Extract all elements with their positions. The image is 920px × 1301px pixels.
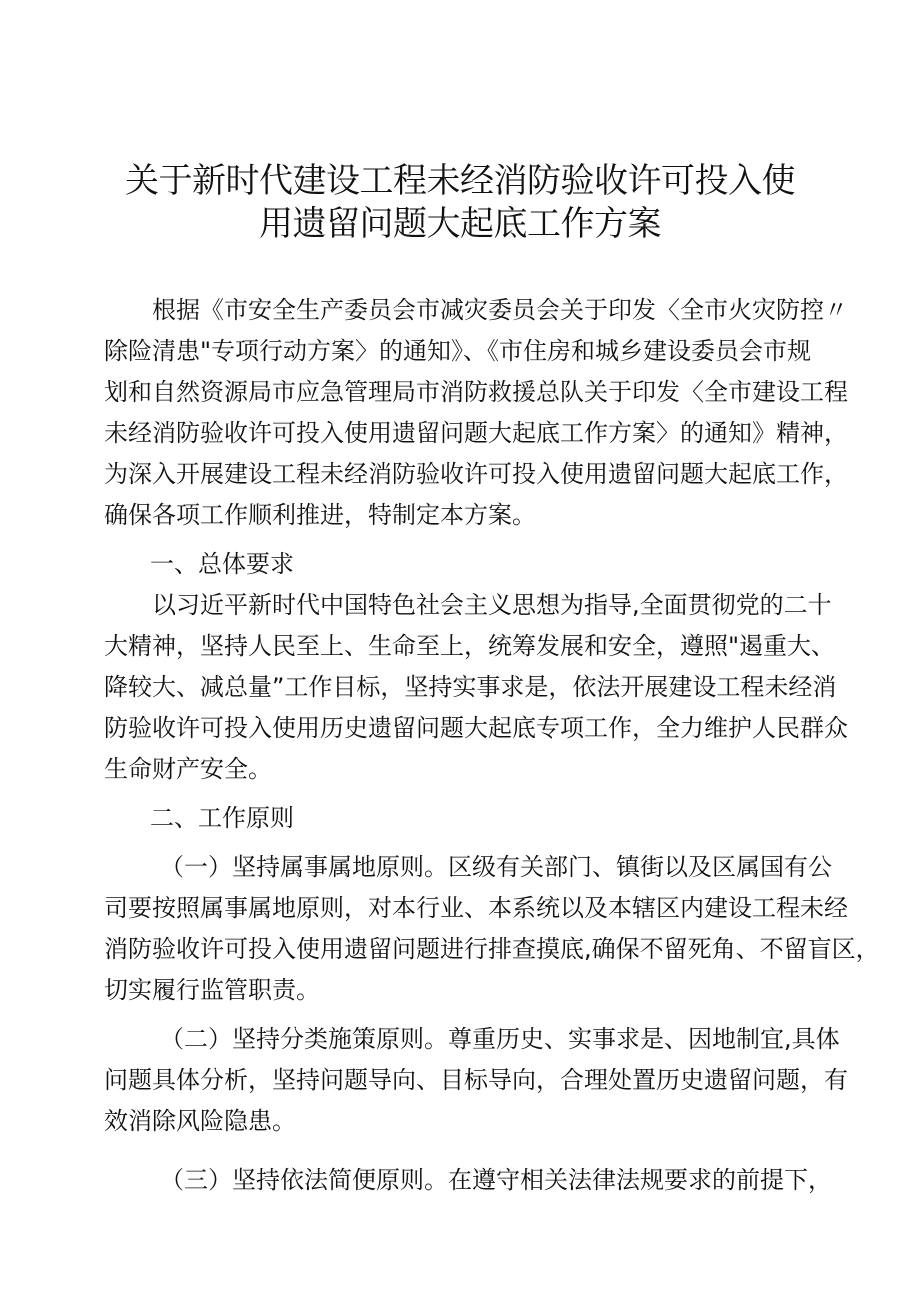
principle-1-paragraph (104, 847, 880, 1011)
principle-1-line: 切实履行监管职责。 (104, 976, 320, 1004)
principle-1-line: 司要按照属事属地原则，对本行业、本系统以及本辖区内建设工程未经 (104, 894, 848, 922)
principle-1-line: （一）坚持属事属地原则。区级有关部门、镇街以及区属国有公 (160, 853, 832, 881)
intro-line: 划和自然资源局市应急管理局市消防救援总队关于印发〈全市建设工程 (104, 378, 848, 406)
section-heading-work-principles: 二、工作原则 (150, 804, 294, 832)
intro-paragraph (104, 290, 848, 536)
principle-1-line: 消防验收许可投入使用遗留问题进行排查摸底,确保不留死角、不留盲区， (104, 935, 880, 963)
title-line-1: 关于新时代建设工程未经消防验收许可投入使 (125, 161, 795, 201)
intro-line: 根据《市安全生产委员会市减灾委员会关于印发〈全市火灾防控〃 (152, 296, 848, 324)
document-body (104, 290, 880, 1201)
section1-line: 生命财产安全。 (104, 755, 272, 783)
intro-line: 确保各项工作顺利推进，特制定本方案。 (104, 501, 536, 529)
intro-line: 未经消防验收许可投入使用遗留问题大起底工作方案〉的通知》精神， (104, 419, 848, 447)
principle-3-line: （三）坚持依法简便原则。在遵守相关法律法规要求的前提下， (160, 1166, 832, 1194)
principle-2-paragraph (104, 1019, 848, 1142)
principle-3-paragraph (104, 1160, 832, 1201)
section1-paragraph (104, 585, 848, 790)
intro-line: 为深入开展建设工程未经消防验收许可投入使用遗留问题大起底工作， (104, 460, 848, 488)
document-title (90, 160, 830, 246)
section1-line: 降较大、减总量”工作目标，坚持实事求是，依法开展建设工程未经消 (104, 673, 837, 701)
principle-2-line: 效消除风险隐患。 (104, 1107, 296, 1135)
principle-2-line: 问题具体分析，坚持问题导向、目标导向，合理处置历史遗留问题，有 (104, 1066, 848, 1094)
title-line-2: 用遗留问题大起底工作方案 (259, 204, 661, 244)
section1-line: 以习近平新时代中国特色社会主义思想为指导,全面贯彻党的二十 (152, 591, 832, 619)
principle-2-line: （二）坚持分类施策原则。尊重历史、实事求是、因地制宜,具体 (160, 1025, 840, 1053)
section1-line: 大精神，坚持人民至上、生命至上，统筹发展和安全，遵照"遏重大、 (104, 632, 836, 660)
section1-line: 防验收许可投入使用历史遗留问题大起底专项工作，全力维护人民群众 (104, 714, 848, 742)
section-heading-overall-requirements: 一、总体要求 (150, 550, 294, 578)
intro-line: 除险清患"专项行动方案〉的通知》、《市住房和城乡建设委员会市规 (104, 337, 812, 365)
